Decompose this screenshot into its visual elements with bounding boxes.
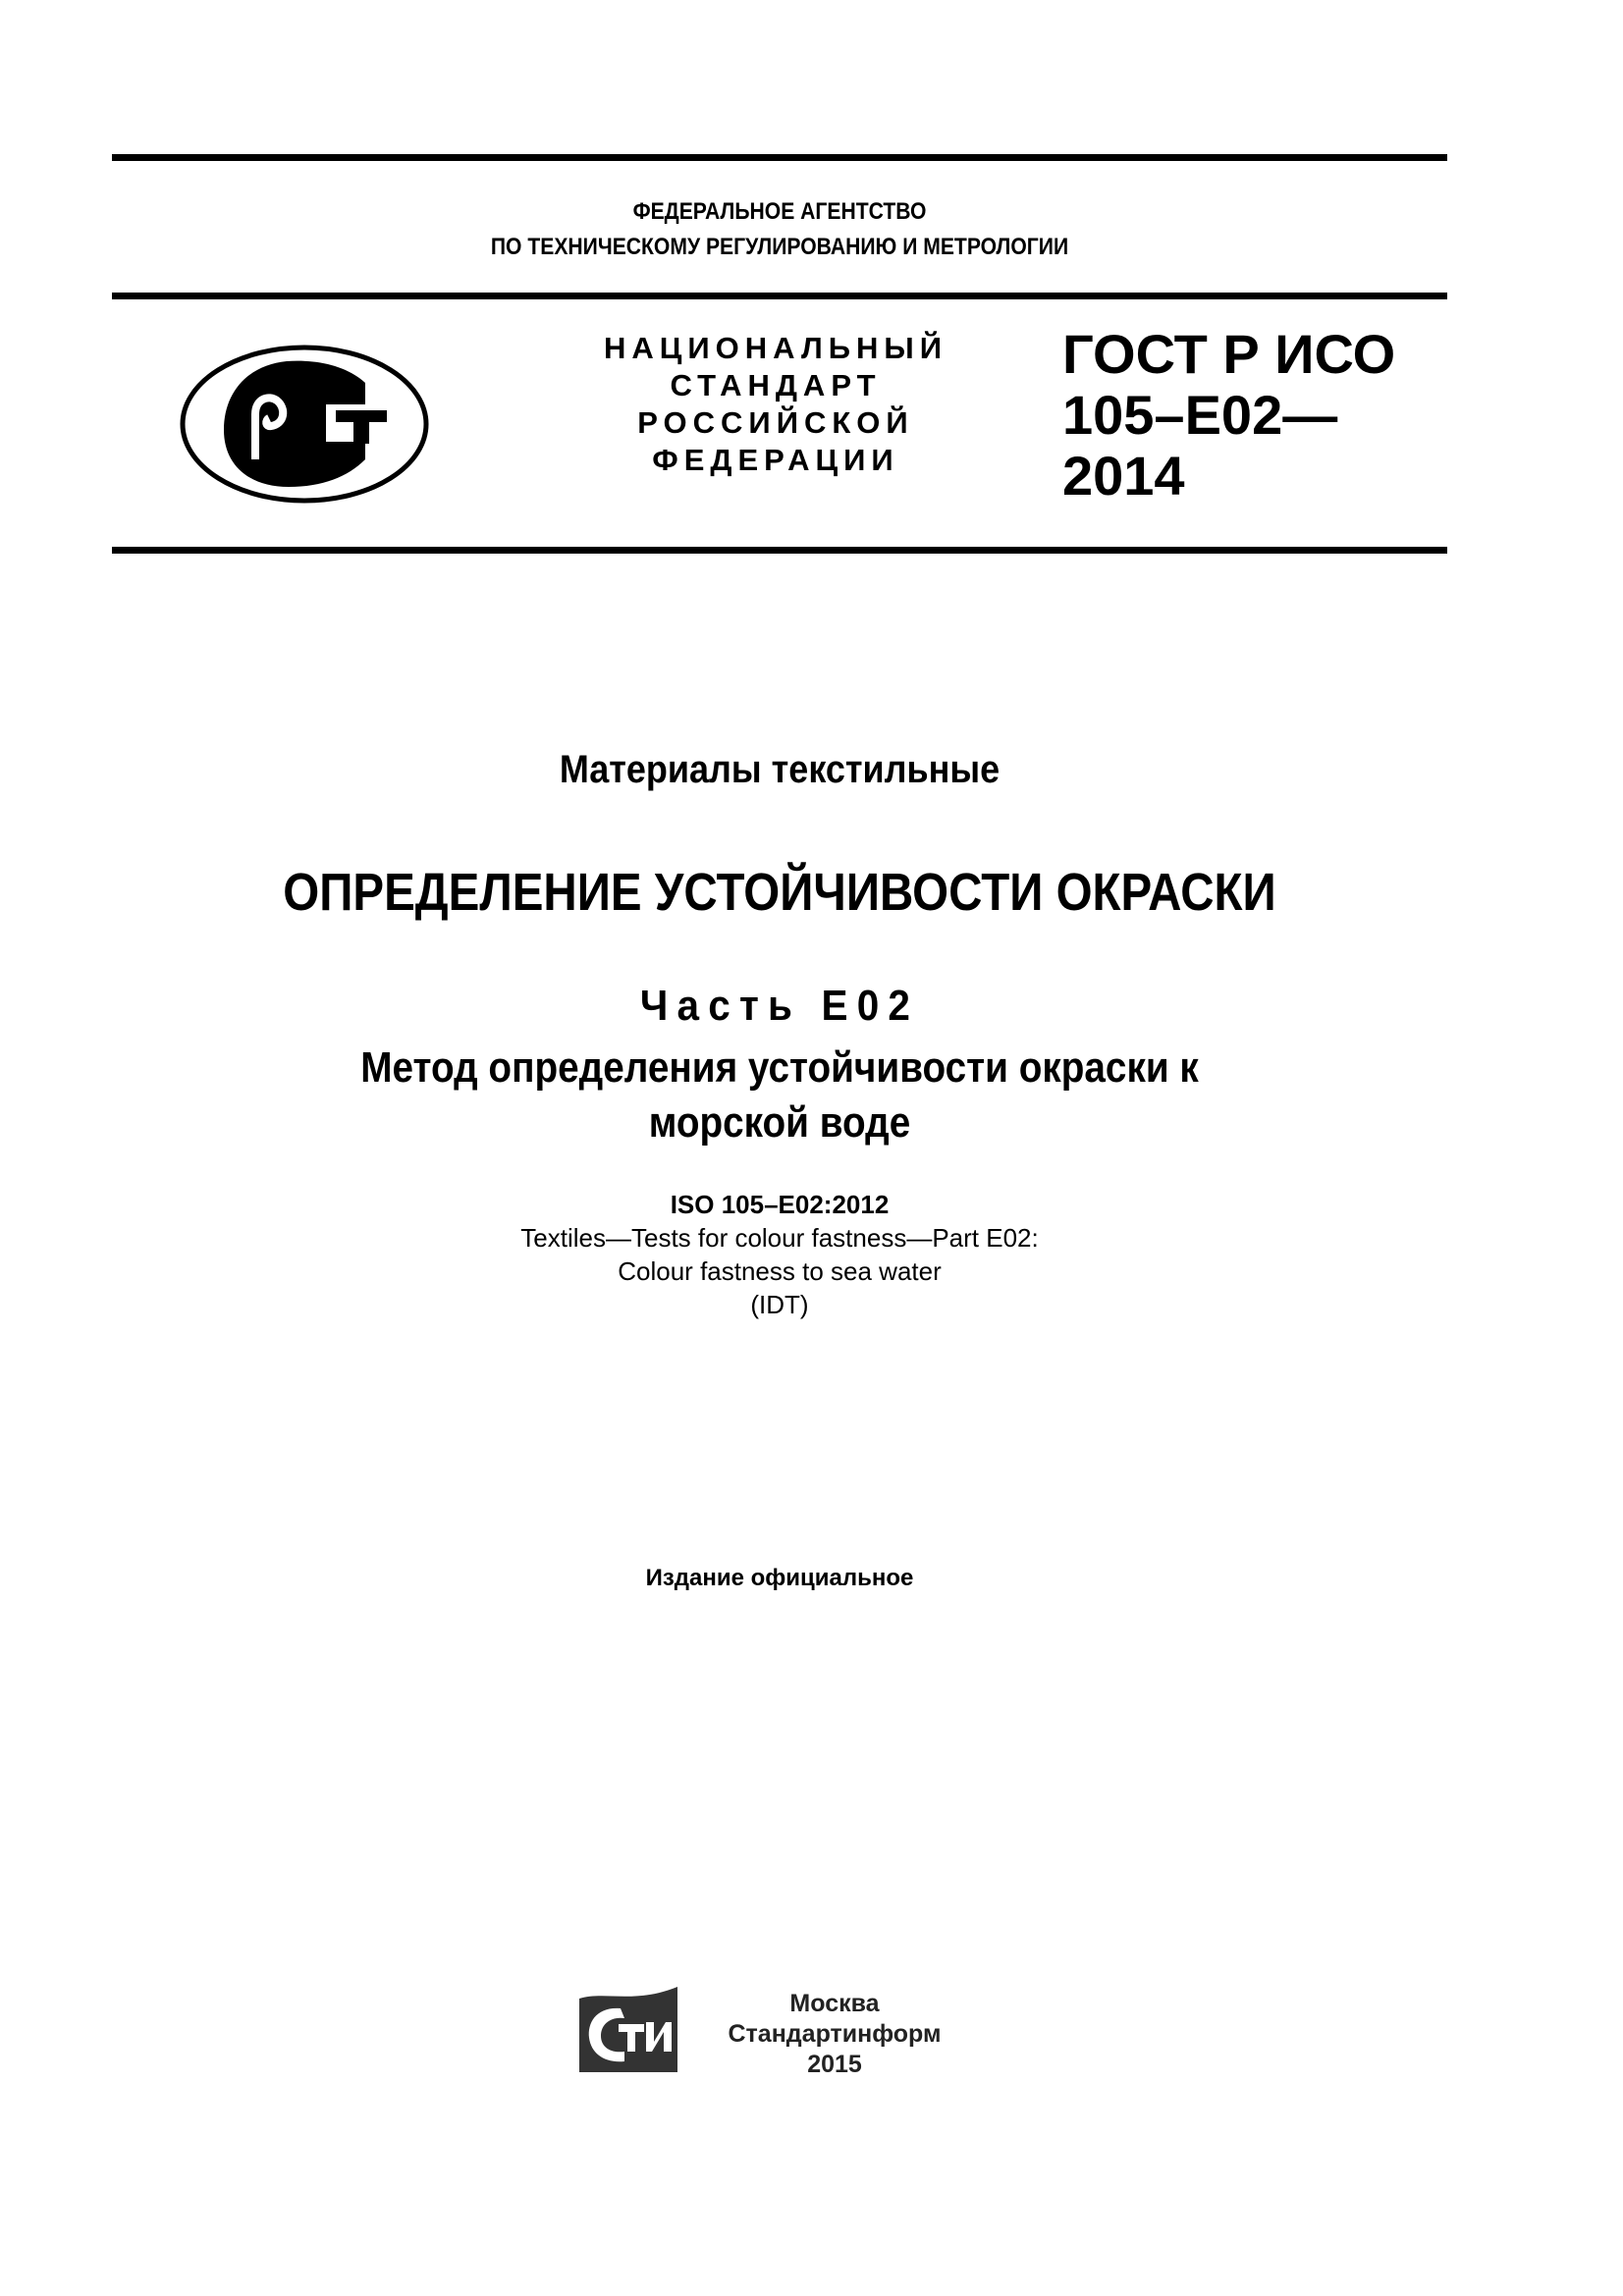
part-label: Часть E02 xyxy=(639,982,920,1030)
gost-designation xyxy=(1062,324,1455,507)
method-line-2: морской воде xyxy=(648,1098,911,1147)
block-bottom-rule xyxy=(112,547,1447,554)
iso-idt: (IDT) xyxy=(750,1290,809,1319)
national-line-3: РОССИЙСКОЙ xyxy=(637,405,914,440)
standartinform-sti-logo-icon xyxy=(575,1983,683,2077)
national-line-1: НАЦИОНАЛЬНЫЙ xyxy=(603,331,948,365)
iso-title-line-1: Textiles—Tests for colour fastness—Part E02: xyxy=(520,1223,1039,1253)
publisher-year: 2015 xyxy=(807,2051,862,2078)
method-line-1: Метод определения устойчивости окраски к xyxy=(360,1043,1199,1092)
subject-title: Материалы текстильные xyxy=(559,748,1001,791)
publisher-city: Москва xyxy=(789,1990,880,2017)
publisher-info xyxy=(687,1989,982,2080)
national-line-4: ФЕДЕРАЦИИ xyxy=(652,443,899,477)
national-line-2: СТАНДАРТ xyxy=(670,368,882,402)
agency-line-2: ПО ТЕХНИЧЕСКОМУ РЕГУЛИРОВАНИЮ И МЕТРОЛОГИИ xyxy=(490,234,1069,260)
gost-line-1: ГОСТ Р ИСО xyxy=(1062,323,1396,385)
iso-reference xyxy=(112,1188,1447,1321)
gost-line-2: 105–E02— xyxy=(1062,384,1338,446)
main-title: ОПРЕДЕЛЕНИЕ УСТОЙЧИВОСТИ ОКРАСКИ xyxy=(283,863,1276,922)
national-standard-label xyxy=(589,330,962,479)
gost-line-3: 2014 xyxy=(1062,445,1185,507)
top-rule xyxy=(112,154,1447,161)
rst-gost-mark-icon xyxy=(179,344,430,506)
agency-heading xyxy=(192,194,1368,265)
agency-line-1: ФЕДЕРАЛЬНОЕ АГЕНТСТВО xyxy=(632,198,927,225)
header-rule xyxy=(112,293,1447,299)
method-title xyxy=(192,1041,1368,1150)
official-edition-label: Издание официальное xyxy=(645,1565,914,1591)
publisher-name: Стандартинформ xyxy=(728,2020,942,2048)
iso-code: ISO 105–E02:2012 xyxy=(670,1190,890,1219)
iso-title-line-2: Colour fastness to sea water xyxy=(618,1256,942,1286)
